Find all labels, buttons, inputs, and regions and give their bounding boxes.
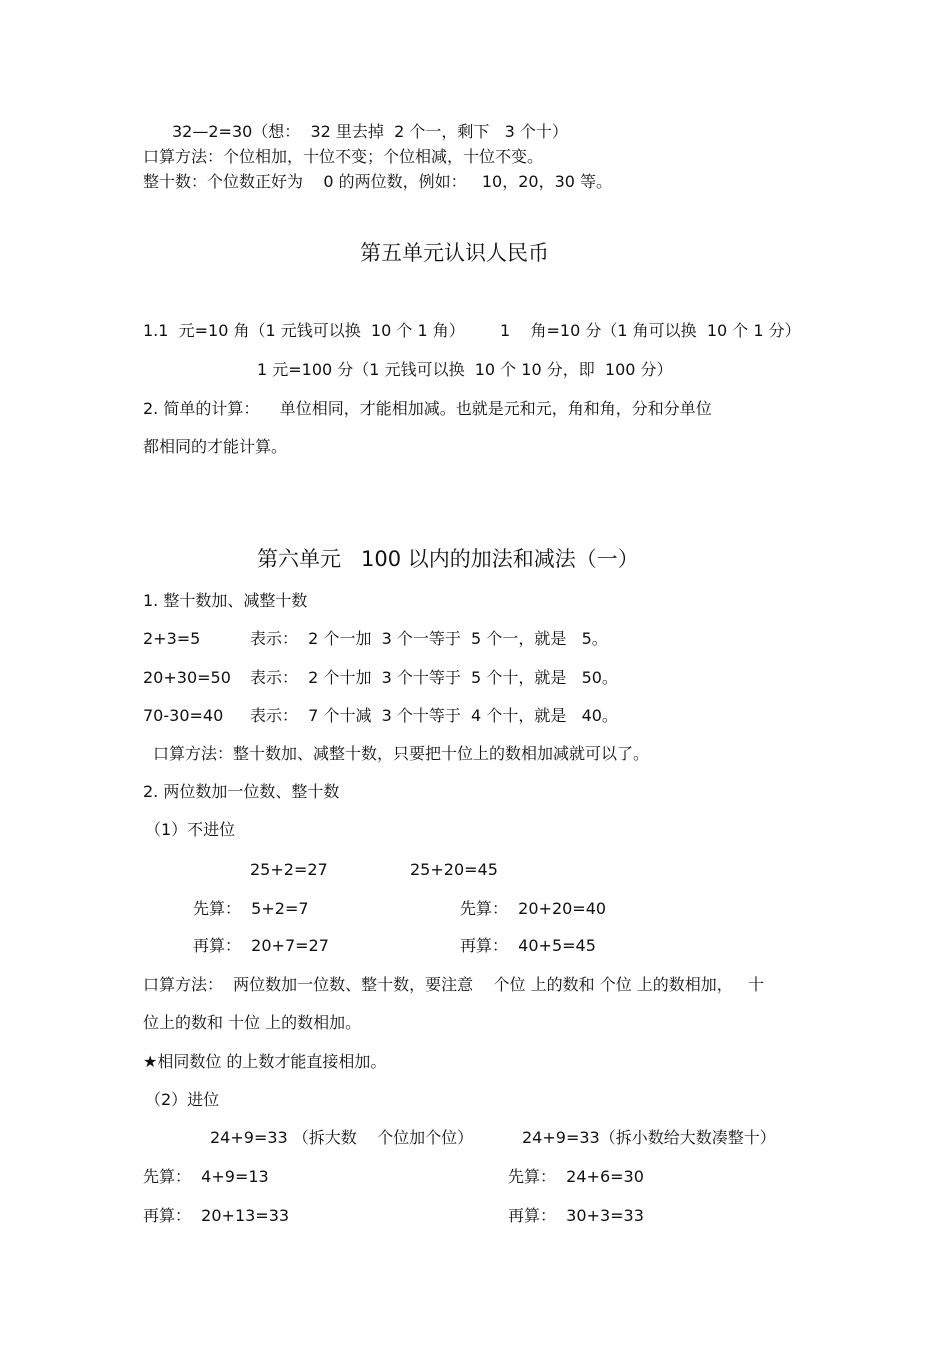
intro-line-3: 整十数：个位数正好为 0 的两位数，例如： 10，20，30 等。 — [143, 172, 613, 191]
part1-first-step-a: 先算： 5+2=7 — [193, 899, 309, 918]
part-1-label: （1）不进位 — [145, 820, 236, 839]
example-explanation: 表示： 7 个十减 3 个十等于 4 个十，就是 40。 — [250, 706, 618, 725]
part2-first-step-b: 先算： 24+6=30 — [508, 1167, 644, 1186]
example-equation: 20+30=50 — [143, 668, 231, 687]
unit5-title: 第五单元认识人民币 — [360, 241, 549, 265]
example-equation: 70-30=40 — [143, 706, 224, 725]
part1-equation-a: 25+2=27 — [250, 860, 328, 879]
part2-then-step-a: 再算： 20+13=33 — [143, 1206, 290, 1225]
unit5-point1-a: 1.1 元=10 角（1 元钱可以换 10 个 1 角） — [143, 321, 465, 340]
unit5-point2-b: 都相同的才能计算。 — [143, 437, 288, 456]
unit6-title: 第六单元 100 以内的加法和减法（一） — [257, 547, 639, 571]
unit6-section-1: 1. 整十数加、减整十数 — [143, 591, 308, 610]
example-explanation: 表示： 2 个一加 3 个一等于 5 个一，就是 5。 — [250, 629, 608, 648]
unit5-point1-b: 1 角=10 分（1 角可以换 10 个 1 分） — [500, 321, 801, 340]
part1-equation-b: 25+20=45 — [410, 860, 498, 879]
intro-line-2: 口算方法：个位相加，十位不变；个位相减，十位不变。 — [143, 147, 544, 166]
intro-line-1: 32—2=30（想： 32 里去掉 2 个一，剩下 3 个十） — [172, 122, 568, 141]
part2-then-step-b: 再算： 30+3=33 — [508, 1206, 644, 1225]
part1-first-step-b: 先算： 20+20=40 — [460, 899, 607, 918]
method-1: 口算方法：整十数加、减整十数，只要把十位上的数相加减就可以了。 — [153, 744, 650, 763]
method-2-line-2: 位上的数和 十位 上的数相加。 — [143, 1013, 362, 1032]
unit5-point1-c: 1 元=100 分（1 元钱可以换 10 个 10 分，即 100 分） — [257, 360, 673, 379]
example-equation: 2+3=5 — [143, 629, 201, 648]
part2-equation-a: 24+9=33 （拆大数 个位加个位） — [210, 1128, 474, 1147]
part-2-label: （2）进位 — [145, 1090, 220, 1109]
unit6-section-2: 2. 两位数加一位数、整十数 — [143, 782, 340, 801]
part2-equation-b: 24+9=33（拆小数给大数凑整十） — [522, 1128, 776, 1147]
unit5-point2-a: 2. 简单的计算： 单位相同，才能相加减。也就是元和元，角和角，分和分单位 — [143, 399, 712, 418]
part2-first-step-a: 先算： 4+9=13 — [143, 1167, 269, 1186]
part1-then-step-b: 再算： 40+5=45 — [460, 936, 596, 955]
part1-then-step-a: 再算： 20+7=27 — [193, 936, 329, 955]
star-note: ★相同数位 的上数才能直接相加。 — [143, 1052, 387, 1071]
method-2-line-1: 口算方法： 两位数加一位数、整十数，要注意 个位 上的数和 个位 上的数相加， 十 — [143, 975, 765, 994]
example-explanation: 表示： 2 个十加 3 个十等于 5 个十，就是 50。 — [250, 668, 618, 687]
